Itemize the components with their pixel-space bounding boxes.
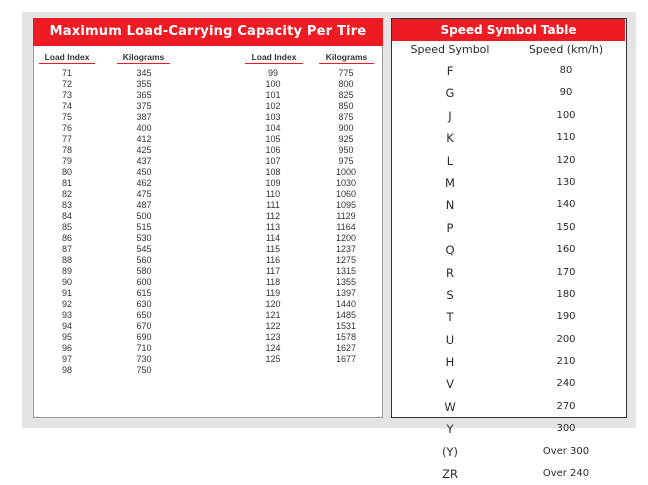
table-cell: 83 <box>61 200 72 210</box>
table-cell: 71 <box>61 68 72 78</box>
table-cell: 122 <box>265 321 281 331</box>
table-cell: 88 <box>61 255 72 265</box>
table-cell: 87 <box>61 244 72 254</box>
table-cell: 100 <box>265 79 281 89</box>
speed-symbol-cell: J <box>448 108 452 123</box>
speed-symbol-cell: Q <box>445 243 455 258</box>
speed-symbol-cell: W <box>444 399 456 414</box>
table-cell: 425 <box>136 145 152 155</box>
speed-symbol-cell: (Y) <box>442 444 458 459</box>
table-cell: 690 <box>136 332 152 342</box>
speed-value-cell: 100 <box>556 109 576 121</box>
table-cell: 1275 <box>335 255 357 265</box>
speed-symbol-cell: Y <box>446 422 454 437</box>
table-cell: 1237 <box>335 244 357 254</box>
table-cell: 124 <box>265 343 281 353</box>
speed-value-cell: 300 <box>556 423 576 435</box>
table-cell: 112 <box>265 211 281 221</box>
table-cell: 110 <box>265 189 281 199</box>
speed-symbol-cell: M <box>445 175 455 190</box>
table-cell: 77 <box>61 134 72 144</box>
table-cell: 74 <box>61 101 72 111</box>
speed-value-cell: 80 <box>559 65 573 76</box>
speed-value-cell: 90 <box>559 87 573 99</box>
table-cell: 1440 <box>335 299 357 309</box>
table-cell: 1200 <box>335 233 357 243</box>
table-cell: 104 <box>265 123 281 133</box>
kilograms-column-1 <box>114 68 174 376</box>
speed-symbol-table <box>391 18 627 482</box>
speed-value-cell: 200 <box>556 333 576 345</box>
speed-symbol-cell: U <box>445 332 455 347</box>
speed-symbol-cell: T <box>446 310 454 325</box>
speed-value-cell: 270 <box>556 400 576 412</box>
speed-symbol-cell: N <box>445 198 455 213</box>
header-load-index-1: Load Index <box>39 52 95 64</box>
load-index-column-1 <box>37 68 97 376</box>
table-cell: 1000 <box>335 167 357 177</box>
table-cell: 117 <box>265 266 281 276</box>
table-cell: 1531 <box>335 321 357 331</box>
table-cell: 750 <box>136 365 152 375</box>
table-cell: 462 <box>136 178 152 188</box>
table-cell: 105 <box>265 134 281 144</box>
table-cell: 97 <box>61 354 72 364</box>
table-cell: 800 <box>338 79 354 89</box>
speed-value-cell: 180 <box>556 288 576 300</box>
table-cell: 1578 <box>335 332 357 342</box>
speed-symbol-cell: H <box>445 355 455 370</box>
table-cell: 500 <box>136 211 152 221</box>
table-cell: 96 <box>61 343 72 353</box>
table-cell: 1677 <box>335 354 357 364</box>
table-cell: 1397 <box>335 288 357 298</box>
table-cell: 116 <box>265 255 281 265</box>
load-table-title: Maximum Load-Carrying Capacity Per Tire <box>33 18 383 46</box>
table-cell: 95 <box>61 332 72 342</box>
speed-value-cell: 150 <box>556 221 576 233</box>
table-cell: 560 <box>136 255 152 265</box>
table-cell: 72 <box>61 79 72 89</box>
table-cell: 730 <box>136 354 152 364</box>
table-cell: 1030 <box>335 178 357 188</box>
table-cell: 82 <box>61 189 72 199</box>
speed-value-cell: 140 <box>556 199 576 211</box>
table-cell: 78 <box>61 145 72 155</box>
table-cell: 90 <box>61 277 72 287</box>
speed-value-cell: 120 <box>556 154 576 166</box>
table-cell: 114 <box>265 233 281 243</box>
speed-symbol-cell: G <box>445 86 455 101</box>
table-cell: 98 <box>61 365 72 375</box>
table-cell: 113 <box>265 222 281 232</box>
table-cell: 107 <box>265 156 281 166</box>
table-cell: 91 <box>61 288 72 298</box>
table-cell: 1315 <box>335 266 357 276</box>
table-cell: 487 <box>136 200 152 210</box>
speed-value-cell: 210 <box>556 356 576 368</box>
speed-symbol-cell: F <box>446 64 454 78</box>
table-cell: 73 <box>61 90 72 100</box>
table-cell: 94 <box>61 321 72 331</box>
speed-value-cell: Over 240 <box>542 468 590 480</box>
speed-symbol-cell: K <box>446 131 454 146</box>
table-cell: 670 <box>136 321 152 331</box>
table-cell: 106 <box>265 145 281 155</box>
kilograms-column-2 <box>316 68 376 365</box>
table-cell: 80 <box>61 167 72 177</box>
table-cell: 93 <box>61 310 72 320</box>
speed-value-cell: 240 <box>556 378 576 390</box>
table-cell: 119 <box>265 288 281 298</box>
header-speed-symbol: Speed Symbol <box>410 43 490 56</box>
table-cell: 365 <box>136 90 152 100</box>
table-cell: 650 <box>136 310 152 320</box>
table-cell: 355 <box>136 79 152 89</box>
table-cell: 825 <box>338 90 354 100</box>
header-load-index-2: Load Index <box>245 52 303 64</box>
table-cell: 1485 <box>335 310 357 320</box>
table-cell: 437 <box>136 156 152 166</box>
table-cell: 875 <box>338 112 354 122</box>
table-cell: 710 <box>136 343 152 353</box>
table-cell: 375 <box>136 101 152 111</box>
table-cell: 101 <box>265 90 281 100</box>
speed-symbol-cell: R <box>446 265 454 280</box>
speed-symbol-cell: L <box>446 153 454 168</box>
table-cell: 86 <box>61 233 72 243</box>
speed-value-cell: 160 <box>556 244 576 256</box>
speed-table-title: Speed Symbol Table <box>392 19 625 41</box>
table-cell: 515 <box>136 222 152 232</box>
speed-value-cell: 110 <box>556 132 576 144</box>
table-cell: 120 <box>265 299 281 309</box>
table-cell: 79 <box>61 156 72 166</box>
table-cell: 387 <box>136 112 152 122</box>
table-cell: 615 <box>136 288 152 298</box>
table-cell: 1129 <box>336 211 356 221</box>
table-cell: 345 <box>136 68 152 78</box>
table-cell: 85 <box>61 222 72 232</box>
table-cell: 530 <box>136 233 152 243</box>
table-cell: 109 <box>265 178 281 188</box>
table-cell: 412 <box>136 134 152 144</box>
table-cell: 775 <box>338 68 354 78</box>
table-cell: 400 <box>136 123 152 133</box>
speed-symbol-column <box>394 60 506 485</box>
table-cell: 92 <box>61 299 72 309</box>
table-cell: 75 <box>61 112 72 122</box>
table-cell: 118 <box>265 277 281 287</box>
table-cell: 99 <box>267 68 278 78</box>
speed-value-cell: 170 <box>556 266 576 278</box>
speed-value-cell: 130 <box>556 176 576 188</box>
speed-symbol-cell: S <box>446 287 454 302</box>
table-cell: 1355 <box>335 277 357 287</box>
speed-symbol-cell: V <box>446 377 454 392</box>
table-cell: 125 <box>265 354 281 364</box>
table-cell: 900 <box>338 123 354 133</box>
table-cell: 950 <box>338 145 354 155</box>
speed-symbol-cell: ZR <box>442 467 458 482</box>
header-kilograms-2: Kilograms <box>319 52 374 64</box>
table-cell: 545 <box>136 244 152 254</box>
speed-value-cell: Over 300 <box>542 445 590 457</box>
table-cell: 81 <box>61 178 72 188</box>
table-cell: 1627 <box>335 343 357 353</box>
table-cell: 450 <box>136 167 152 177</box>
table-cell: 121 <box>265 310 281 320</box>
table-cell: 123 <box>265 332 281 342</box>
table-cell: 1164 <box>336 222 356 232</box>
speed-value-column <box>510 60 622 485</box>
table-cell: 84 <box>61 211 72 221</box>
header-kilograms-1: Kilograms <box>117 52 170 64</box>
speed-value-cell: 190 <box>556 311 576 323</box>
load-capacity-table <box>33 18 383 418</box>
load-index-column-2 <box>243 68 303 365</box>
table-cell: 600 <box>136 277 152 287</box>
table-cell: 475 <box>136 189 152 199</box>
speed-symbol-cell: P <box>446 220 454 235</box>
table-cell: 102 <box>265 101 281 111</box>
table-cell: 850 <box>338 101 354 111</box>
table-cell: 111 <box>266 200 280 210</box>
table-cell: 580 <box>136 266 152 276</box>
table-cell: 1095 <box>335 200 357 210</box>
table-cell: 103 <box>265 112 281 122</box>
table-cell: 115 <box>265 244 281 254</box>
table-cell: 76 <box>61 123 72 133</box>
table-cell: 108 <box>265 167 281 177</box>
table-cell: 1060 <box>335 189 357 199</box>
table-cell: 925 <box>338 134 354 144</box>
table-cell: 89 <box>61 266 72 276</box>
table-cell: 975 <box>338 156 354 166</box>
header-speed-kmh: Speed (km/h) <box>528 43 604 56</box>
table-cell: 630 <box>136 299 152 309</box>
